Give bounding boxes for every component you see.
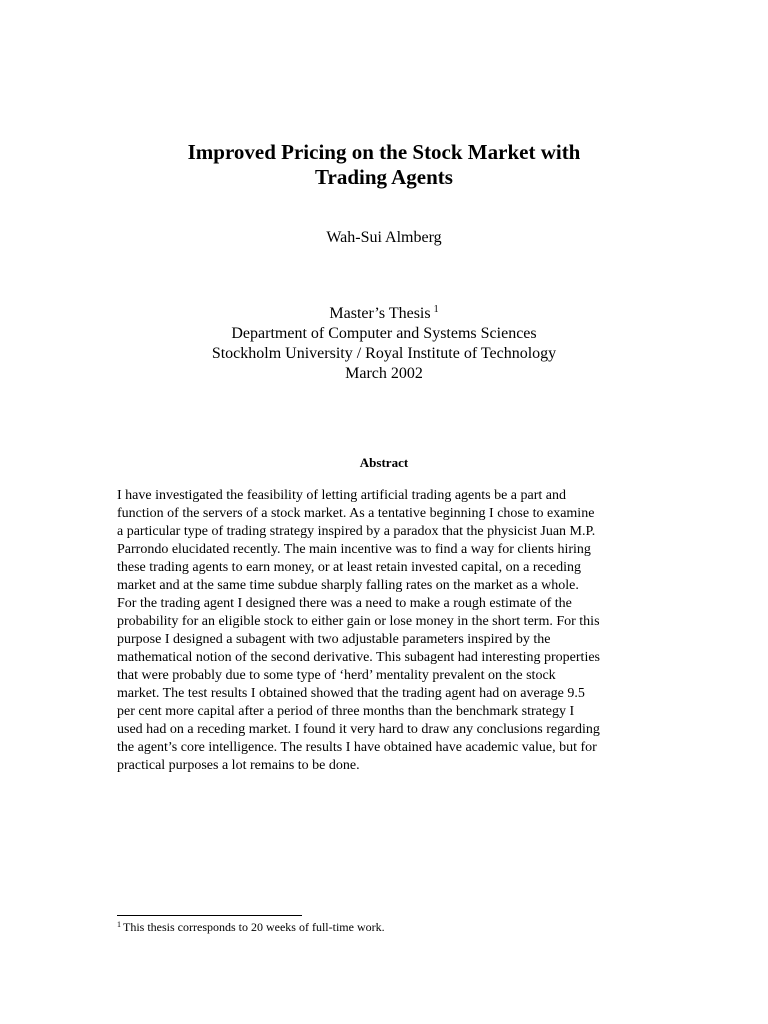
abstract-line: market. The test results I obtained showed that the trading agent had on average 9.5 — [117, 686, 585, 701]
department: Department of Computer and Systems Sciences — [231, 325, 537, 342]
degree: Master’s Thesis — [329, 305, 431, 322]
abstract-line: these trading agents to earn money, or at least retain invested capital, on a receding — [117, 560, 582, 575]
abstract-line: used had on a receding market. I found it very hard to draw any conclusions regarding — [117, 722, 600, 737]
abstract-line: market and at the same time subdue sharply falling rates on the market as a whole. — [117, 578, 579, 593]
title-line-1: Improved Pricing on the Stock Market with — [187, 140, 581, 164]
abstract-line: a particular type of trading strategy inspired by a paradox that the physicist Juan M.P. — [117, 524, 596, 539]
footnote-divider — [117, 915, 302, 916]
abstract-line: probability for an eligible stock to either gain or lose money in the short term. For this — [117, 614, 600, 629]
footnote-text: This thesis corresponds to 20 weeks of full-time work. — [123, 920, 385, 934]
abstract-line: per cent more capital after a period of three months than the benchmark strategy I — [117, 704, 575, 719]
footnote — [117, 919, 385, 935]
university: Stockholm University / Royal Institute of Technology — [211, 345, 557, 362]
title-line-2: Trading Agents — [315, 165, 453, 189]
author-name: Wah-Sui Almberg — [326, 229, 442, 246]
degree-line — [0, 304, 768, 324]
document-title — [0, 140, 768, 190]
abstract-line: that were probably due to some type of ‘herd’ mentality prevalent on the stock — [117, 668, 556, 683]
abstract-line: function of the servers of a stock market. As a tentative beginning I chose to examine — [117, 506, 595, 521]
abstract-body — [117, 487, 657, 775]
footnote-marker: 1 — [433, 304, 439, 315]
date: March 2002 — [345, 365, 423, 382]
abstract-line: mathematical notion of the second derivative. This subagent had interesting properties — [117, 650, 600, 665]
abstract-line: For the trading agent I designed there was a need to make a rough estimate of the — [117, 596, 572, 611]
footnote-number: 1 — [117, 920, 121, 929]
abstract-heading: Abstract — [359, 455, 409, 470]
abstract-line: purpose I designed a subagent with two adjustable parameters inspired by the — [117, 632, 551, 647]
abstract-line: I have investigated the feasibility of letting artificial trading agents be a part and — [117, 488, 567, 503]
abstract-line: practical purposes a lot remains to be done. — [117, 758, 360, 773]
abstract-line: Parrondo elucidated recently. The main incentive was to find a way for clients hiring — [117, 542, 591, 557]
abstract-line: the agent’s core intelligence. The results I have obtained have academic value, but for — [117, 740, 597, 755]
thesis-info — [0, 304, 768, 384]
